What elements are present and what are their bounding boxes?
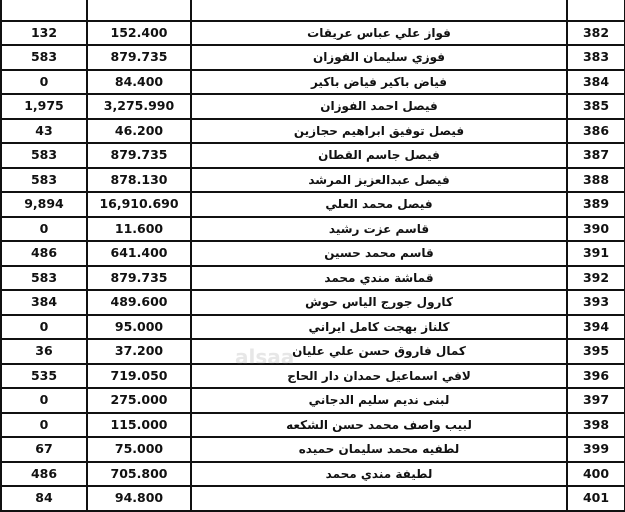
table-row (1, 94, 625, 119)
shares-cell: 84 (1, 486, 87, 511)
shares-cell: 486 (1, 462, 87, 487)
shares-cell: 0 (1, 388, 87, 413)
table-row (1, 315, 625, 340)
amount-cell: 16,910.690 (87, 192, 191, 217)
amount-cell: 719.050 (87, 364, 191, 389)
table-row (1, 45, 625, 70)
shares-cell: 0 (1, 70, 87, 95)
name-cell: لبنى نديم سليم الدجاني (191, 388, 567, 413)
table-row (1, 241, 625, 266)
amount-cell: 95.000 (87, 315, 191, 340)
sequence-cell: 399 (567, 437, 625, 462)
name-cell: قاسم محمد حسين (191, 241, 567, 266)
name-cell: كارول جورج الياس حوش (191, 290, 567, 315)
shares-cell: 583 (1, 266, 87, 291)
table-row (1, 70, 625, 95)
sequence-cell: 396 (567, 364, 625, 389)
table-row (1, 413, 625, 438)
shares-cell: 486 (1, 241, 87, 266)
sequence-cell: 386 (567, 119, 625, 144)
amount-cell: 878.130 (87, 168, 191, 193)
amount-cell: 75.000 (87, 437, 191, 462)
name-cell (191, 486, 567, 511)
sequence-cell: 388 (567, 168, 625, 193)
amount-cell: 94.800 (87, 486, 191, 511)
shares-cell: 583 (1, 45, 87, 70)
table-row (1, 388, 625, 413)
amount-cell: 705.800 (87, 462, 191, 487)
name-cell: لبيب واصف محمد حسن الشكعه (191, 413, 567, 438)
table-row (1, 143, 625, 168)
name-cell: فياض باكير فياض باكير (191, 70, 567, 95)
name-cell: قاسم عزت رشيد (191, 217, 567, 242)
sequence-cell: 387 (567, 143, 625, 168)
table-row (1, 339, 625, 364)
table-row (1, 266, 625, 291)
name-cell: لطفيه محمد سليمان حميده (191, 437, 567, 462)
amount-cell: 879.735 (87, 45, 191, 70)
amount-cell: 46.200 (87, 119, 191, 144)
amount-cell: 3,275.990 (87, 94, 191, 119)
name-cell: فيصل توفيق ابراهيم حجازين (191, 119, 567, 144)
sequence-cell: 389 (567, 192, 625, 217)
sequence-cell: 382 (567, 21, 625, 46)
sequence-cell: 384 (567, 70, 625, 95)
shares-cell: 132 (1, 21, 87, 46)
shares-cell: 43 (1, 119, 87, 144)
table-row (1, 290, 625, 315)
name-cell: قماشة مندي محمد (191, 266, 567, 291)
table-row (1, 364, 625, 389)
shares-cell: 583 (1, 143, 87, 168)
table-row (1, 462, 625, 487)
sequence-cell: 401 (567, 486, 625, 511)
amount-cell: 275.000 (87, 388, 191, 413)
sequence-cell: 385 (567, 94, 625, 119)
amount-cell: 115.000 (87, 413, 191, 438)
sequence-cell: 394 (567, 315, 625, 340)
shares-cell: 0 (1, 315, 87, 340)
shares-cell: 36 (1, 339, 87, 364)
name-cell: لافي اسماعيل حمدان دار الحاج (191, 364, 567, 389)
amount-cell: 641.400 (87, 241, 191, 266)
sequence-cell (567, 0, 625, 21)
name-cell: فيصل عبدالعزيز المرشد (191, 168, 567, 193)
table-body (1, 0, 625, 511)
sequence-cell: 397 (567, 388, 625, 413)
amount-cell: 489.600 (87, 290, 191, 315)
name-cell (191, 0, 567, 21)
shares-cell: 0 (1, 413, 87, 438)
shares-cell (1, 0, 87, 21)
table-row (1, 21, 625, 46)
amount-cell: 11.600 (87, 217, 191, 242)
sequence-cell: 392 (567, 266, 625, 291)
watermark: alsaa (235, 345, 295, 369)
table-row (1, 217, 625, 242)
name-cell: كلناز بهجت كامل ايراني (191, 315, 567, 340)
table-row (1, 119, 625, 144)
shares-cell: 535 (1, 364, 87, 389)
table-row (1, 0, 625, 21)
name-cell: فواز علي عباس عريقات (191, 21, 567, 46)
shares-cell: 9,894 (1, 192, 87, 217)
sequence-cell: 390 (567, 217, 625, 242)
shares-cell: 1,975 (1, 94, 87, 119)
sequence-cell: 391 (567, 241, 625, 266)
name-cell: فيصل جاسم القطان (191, 143, 567, 168)
name-cell: كمال فاروق حسن علي عليان (191, 339, 567, 364)
table-row (1, 437, 625, 462)
amount-cell: 37.200 (87, 339, 191, 364)
shares-cell: 384 (1, 290, 87, 315)
sequence-cell: 393 (567, 290, 625, 315)
amount-cell: 84.400 (87, 70, 191, 95)
amount-cell: 152.400 (87, 21, 191, 46)
table-row (1, 168, 625, 193)
name-cell: فيصل احمد الفوزان (191, 94, 567, 119)
table-row (1, 192, 625, 217)
sequence-cell: 383 (567, 45, 625, 70)
amount-cell: 879.735 (87, 266, 191, 291)
amount-cell: 879.735 (87, 143, 191, 168)
name-cell: فيصل محمد العلي (191, 192, 567, 217)
sequence-cell: 398 (567, 413, 625, 438)
shares-cell: 67 (1, 437, 87, 462)
name-cell: فوزي سليمان الفوزان (191, 45, 567, 70)
sequence-cell: 400 (567, 462, 625, 487)
table-row (1, 486, 625, 511)
name-cell: لطيفة مندي محمد (191, 462, 567, 487)
shares-cell: 583 (1, 168, 87, 193)
amount-cell (87, 0, 191, 21)
shares-cell: 0 (1, 217, 87, 242)
sequence-cell: 395 (567, 339, 625, 364)
